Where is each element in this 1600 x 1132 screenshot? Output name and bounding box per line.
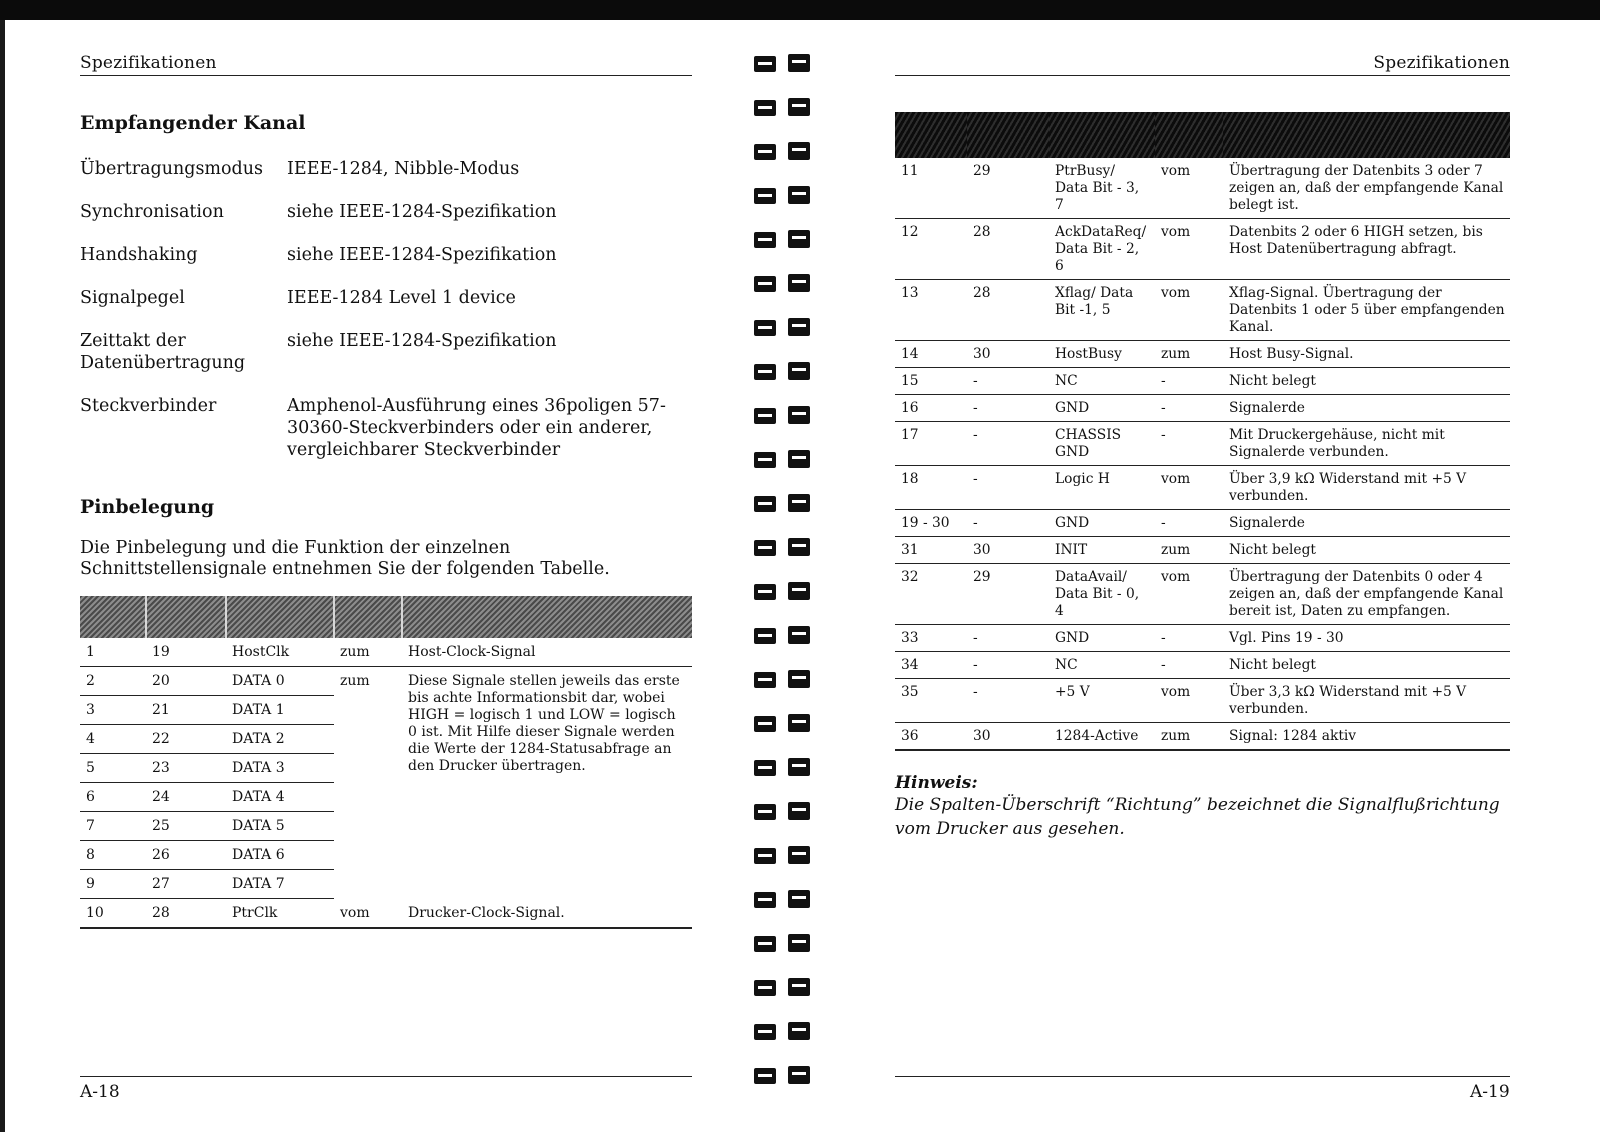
return-cell: 26 xyxy=(146,841,226,870)
description-cell: Nicht belegt xyxy=(1223,537,1510,564)
pin-cell: 16 xyxy=(895,395,967,422)
header-cell xyxy=(895,112,967,158)
binding-ring xyxy=(752,400,814,444)
right-page xyxy=(895,20,1510,1120)
pin-cell: 12 xyxy=(895,219,967,280)
binding-ring xyxy=(752,664,814,708)
return-cell: 30 xyxy=(967,341,1049,368)
signal-cell: HostClk xyxy=(226,638,334,667)
spec-value: siehe IEEE-1284-Spezifikation xyxy=(287,245,557,265)
return-cell: 23 xyxy=(146,754,226,783)
pin-cell: 1 xyxy=(80,638,146,667)
left-page xyxy=(80,20,692,1120)
description-cell: Datenbits 2 oder 6 HIGH setzen, bis Host Datenübertragung abfragt. xyxy=(1223,219,1510,280)
table-row xyxy=(895,652,1510,679)
description-cell: Nicht belegt xyxy=(1223,652,1510,679)
signal-cell: DataAvail/ Data Bit - 0, 4 xyxy=(1049,564,1155,625)
binding-ring xyxy=(752,92,814,136)
table-row xyxy=(895,564,1510,625)
description-cell: Drucker-Clock-Signal. xyxy=(402,899,692,929)
binding-ring xyxy=(752,356,814,400)
header-cell xyxy=(334,596,402,638)
signal-cell: PtrClk xyxy=(226,899,334,929)
return-cell: 25 xyxy=(146,812,226,841)
signal-cell: GND xyxy=(1049,395,1155,422)
header-cell xyxy=(967,112,1049,158)
direction-cell: vom xyxy=(1155,679,1223,723)
binding-ring xyxy=(752,928,814,972)
description-cell: Übertragung der Datenbits 3 oder 7 zeigen an, daß der empfangende Kanal belegt ist. xyxy=(1223,158,1510,219)
hint-title: Hinweis: xyxy=(895,773,978,793)
header-cell xyxy=(1049,112,1155,158)
spec-value: Amphenol-Ausführung eines 36poligen 57-30360-Steckverbinders oder ein anderer, vergleichbarer Steckverbinder xyxy=(287,396,666,460)
return-cell: - xyxy=(967,510,1049,537)
description-cell: Signalerde xyxy=(1223,510,1510,537)
return-cell: 29 xyxy=(967,564,1049,625)
signal-cell: HostBusy xyxy=(1049,341,1155,368)
table-row xyxy=(895,679,1510,723)
binding-ring xyxy=(752,268,814,312)
description-cell: Diese Signale stellen jeweils das erste bis achte Informationsbit dar, wobei HIGH = logisch 1 und LOW = logisch 0 ist. Mit Hilfe dieser Signale werden die Werte der 1284-Statusabfrage an den Drucker übertragen. xyxy=(408,673,680,774)
scan-left-edge xyxy=(0,20,5,1132)
pin-cell: 8 xyxy=(80,841,146,870)
description-cell: Vgl. Pins 19 - 30 xyxy=(1223,625,1510,652)
signal-cell: PtrBusy/ Data Bit - 3, 7 xyxy=(1049,158,1155,219)
direction-cell: vom xyxy=(1155,280,1223,341)
spec-label: Signalpegel xyxy=(80,288,185,308)
header-cell xyxy=(1223,112,1510,158)
signal-cell: DATA 6 xyxy=(226,841,334,870)
return-cell: 20 xyxy=(146,667,226,696)
return-cell: 28 xyxy=(146,899,226,929)
hint-text: Die Spalten-Überschrift “Richtung” bezeichnet die Signalflußrichtung vom Drucker aus gesehen. xyxy=(895,795,1500,839)
table-header xyxy=(895,112,1510,158)
signal-cell: GND xyxy=(1049,625,1155,652)
header-cell xyxy=(226,596,334,638)
binding-ring xyxy=(752,312,814,356)
description-cell: Über 3,9 kΩ Widerstand mit +5 V verbunden. xyxy=(1223,466,1510,510)
return-cell: 21 xyxy=(146,696,226,725)
pin-title: Pinbelegung xyxy=(80,496,215,518)
signal-cell: DATA 0 xyxy=(226,667,334,696)
direction-cell: - xyxy=(1155,422,1223,466)
signal-cell: Logic H xyxy=(1049,466,1155,510)
spec-row xyxy=(80,330,692,395)
table-row xyxy=(895,280,1510,341)
signal-cell: DATA 4 xyxy=(226,783,334,812)
return-cell: - xyxy=(967,466,1049,510)
direction-cell: vom xyxy=(1155,219,1223,280)
header-cell xyxy=(1155,112,1223,158)
right-footer-rule xyxy=(895,1076,1510,1077)
return-cell: 29 xyxy=(967,158,1049,219)
direction-cell: vom xyxy=(1155,564,1223,625)
signal-cell: NC xyxy=(1049,652,1155,679)
return-cell: 19 xyxy=(146,638,226,667)
return-cell: 22 xyxy=(146,725,226,754)
spec-label: Steckverbinder xyxy=(80,396,217,416)
spec-value: siehe IEEE-1284-Spezifikation xyxy=(287,202,557,222)
page-number-left: A-18 xyxy=(80,1082,120,1102)
spec-row xyxy=(80,287,692,330)
pin-cell: 3 xyxy=(80,696,146,725)
spec-row xyxy=(80,201,692,244)
spiral-binding xyxy=(752,48,814,1104)
return-cell: 28 xyxy=(967,280,1049,341)
signal-cell: Xflag/ Data Bit -1, 5 xyxy=(1049,280,1155,341)
signal-cell: INIT xyxy=(1049,537,1155,564)
spec-row xyxy=(80,395,692,482)
spec-value: IEEE-1284 Level 1 device xyxy=(287,288,516,308)
left-footer-rule xyxy=(80,1076,692,1077)
direction-cell: zum xyxy=(1155,537,1223,564)
pin-cell: 34 xyxy=(895,652,967,679)
pin-cell: 17 xyxy=(895,422,967,466)
description-cell: Mit Druckergehäuse, nicht mit Signalerde verbunden. xyxy=(1223,422,1510,466)
direction-cell: - xyxy=(1155,510,1223,537)
pin-cell: 32 xyxy=(895,564,967,625)
binding-ring xyxy=(752,620,814,664)
table-row xyxy=(895,158,1510,219)
description-cell: Signalerde xyxy=(1223,395,1510,422)
direction-cell: zum xyxy=(340,673,370,689)
table-row xyxy=(895,341,1510,368)
pin-table-right xyxy=(895,112,1510,751)
pin-cell: 4 xyxy=(80,725,146,754)
binding-ring xyxy=(752,1016,814,1060)
signal-cell: 1284-Active xyxy=(1049,723,1155,751)
return-cell: - xyxy=(967,422,1049,466)
binding-ring xyxy=(752,224,814,268)
spec-row xyxy=(80,158,692,201)
table-row xyxy=(895,395,1510,422)
spec-label: Handshaking xyxy=(80,245,198,265)
binding-ring xyxy=(752,752,814,796)
pin-cell: 6 xyxy=(80,783,146,812)
signal-cell: DATA 7 xyxy=(226,870,334,899)
return-cell: - xyxy=(967,652,1049,679)
table-row xyxy=(895,723,1510,751)
direction-cell: - xyxy=(1155,625,1223,652)
binding-ring xyxy=(752,708,814,752)
direction-cell: zum xyxy=(334,638,402,667)
table-row xyxy=(895,466,1510,510)
signal-cell: +5 V xyxy=(1049,679,1155,723)
binding-ring xyxy=(752,180,814,224)
return-cell: 27 xyxy=(146,870,226,899)
spec-value: siehe IEEE-1284-Spezifikation xyxy=(287,331,557,351)
pin-cell: 2 xyxy=(80,667,146,696)
table-row xyxy=(895,422,1510,466)
pin-cell: 36 xyxy=(895,723,967,751)
direction-cell: - xyxy=(1155,368,1223,395)
spec-label: Synchronisation xyxy=(80,202,224,222)
signal-cell: AckDataReq/ Data Bit - 2, 6 xyxy=(1049,219,1155,280)
direction-cell: - xyxy=(1155,395,1223,422)
direction-cell: vom xyxy=(334,899,402,929)
pin-cell: 33 xyxy=(895,625,967,652)
binding-ring xyxy=(752,840,814,884)
direction-cell: zum xyxy=(1155,723,1223,751)
binding-ring xyxy=(752,136,814,180)
table-row xyxy=(895,537,1510,564)
binding-ring xyxy=(752,1060,814,1104)
pin-cell: 10 xyxy=(80,899,146,929)
description-cell: Über 3,3 kΩ Widerstand mit +5 V verbunden. xyxy=(1223,679,1510,723)
return-cell: 24 xyxy=(146,783,226,812)
binding-ring xyxy=(752,488,814,532)
return-cell: 30 xyxy=(967,537,1049,564)
scan-top-edge xyxy=(0,0,1600,20)
signal-cell: DATA 5 xyxy=(226,812,334,841)
pin-cell: 11 xyxy=(895,158,967,219)
table-row xyxy=(895,219,1510,280)
pin-intro: Die Pinbelegung und die Funktion der einzelnen Schnittstellensignale entnehmen Sie der folgenden Tabelle. xyxy=(80,538,610,579)
direction-cell: zum xyxy=(1155,341,1223,368)
binding-ring xyxy=(752,444,814,488)
description-cell: Host Busy-Signal. xyxy=(1223,341,1510,368)
description-cell: Übertragung der Datenbits 0 oder 4 zeigen an, daß der empfangende Kanal bereit ist, Daten zu empfangen. xyxy=(1223,564,1510,625)
return-cell: - xyxy=(967,625,1049,652)
table-row xyxy=(80,638,692,667)
page-number-right: A-19 xyxy=(1470,1082,1510,1102)
direction-cell: vom xyxy=(1155,158,1223,219)
pin-cell: 13 xyxy=(895,280,967,341)
signal-cell: DATA 3 xyxy=(226,754,334,783)
pin-cell: 9 xyxy=(80,870,146,899)
signal-cell: CHASSIS GND xyxy=(1049,422,1155,466)
table-header xyxy=(80,596,692,638)
binding-ring xyxy=(752,576,814,620)
table-row xyxy=(895,625,1510,652)
spec-value: IEEE-1284, Nibble-Modus xyxy=(287,159,520,179)
right-running-head: Spezifikationen xyxy=(895,53,1510,76)
return-cell: - xyxy=(967,679,1049,723)
pin-cell: 14 xyxy=(895,341,967,368)
return-cell: 28 xyxy=(967,219,1049,280)
description-cell: Signal: 1284 aktiv xyxy=(1223,723,1510,751)
pin-cell: 31 xyxy=(895,537,967,564)
table-row xyxy=(80,899,692,929)
spec-row xyxy=(80,244,692,287)
spec-table xyxy=(80,158,692,482)
header-cell xyxy=(146,596,226,638)
spec-label: Zeittakt der Datenübertragung xyxy=(80,331,246,373)
signal-cell: DATA 1 xyxy=(226,696,334,725)
table-row xyxy=(895,368,1510,395)
pin-cell: 35 xyxy=(895,679,967,723)
binding-ring xyxy=(752,532,814,576)
return-cell: - xyxy=(967,395,1049,422)
section-title: Empfangender Kanal xyxy=(80,112,306,134)
signal-cell: GND xyxy=(1049,510,1155,537)
spec-label: Übertragungsmodus xyxy=(80,159,264,179)
binding-ring xyxy=(752,884,814,928)
pin-cell: 19 - 30 xyxy=(895,510,967,537)
table-row xyxy=(895,510,1510,537)
table-row xyxy=(80,667,692,696)
pin-cell: 7 xyxy=(80,812,146,841)
binding-ring xyxy=(752,972,814,1016)
direction-cell: - xyxy=(1155,652,1223,679)
pin-table-left xyxy=(80,596,692,929)
binding-ring xyxy=(752,796,814,840)
pin-cell: 15 xyxy=(895,368,967,395)
return-cell: 30 xyxy=(967,723,1049,751)
header-cell xyxy=(80,596,146,638)
description-cell: Host-Clock-Signal xyxy=(402,638,692,667)
description-cell: Nicht belegt xyxy=(1223,368,1510,395)
pin-cell: 5 xyxy=(80,754,146,783)
pin-cell: 18 xyxy=(895,466,967,510)
left-running-head: Spezifikationen xyxy=(80,53,692,76)
signal-cell: NC xyxy=(1049,368,1155,395)
header-cell xyxy=(402,596,692,638)
description-cell: Xflag-Signal. Übertragung der Datenbits 1 oder 5 über empfangenden Kanal. xyxy=(1223,280,1510,341)
direction-cell: vom xyxy=(1155,466,1223,510)
return-cell: - xyxy=(967,368,1049,395)
signal-cell: DATA 2 xyxy=(226,725,334,754)
binding-ring xyxy=(752,48,814,92)
